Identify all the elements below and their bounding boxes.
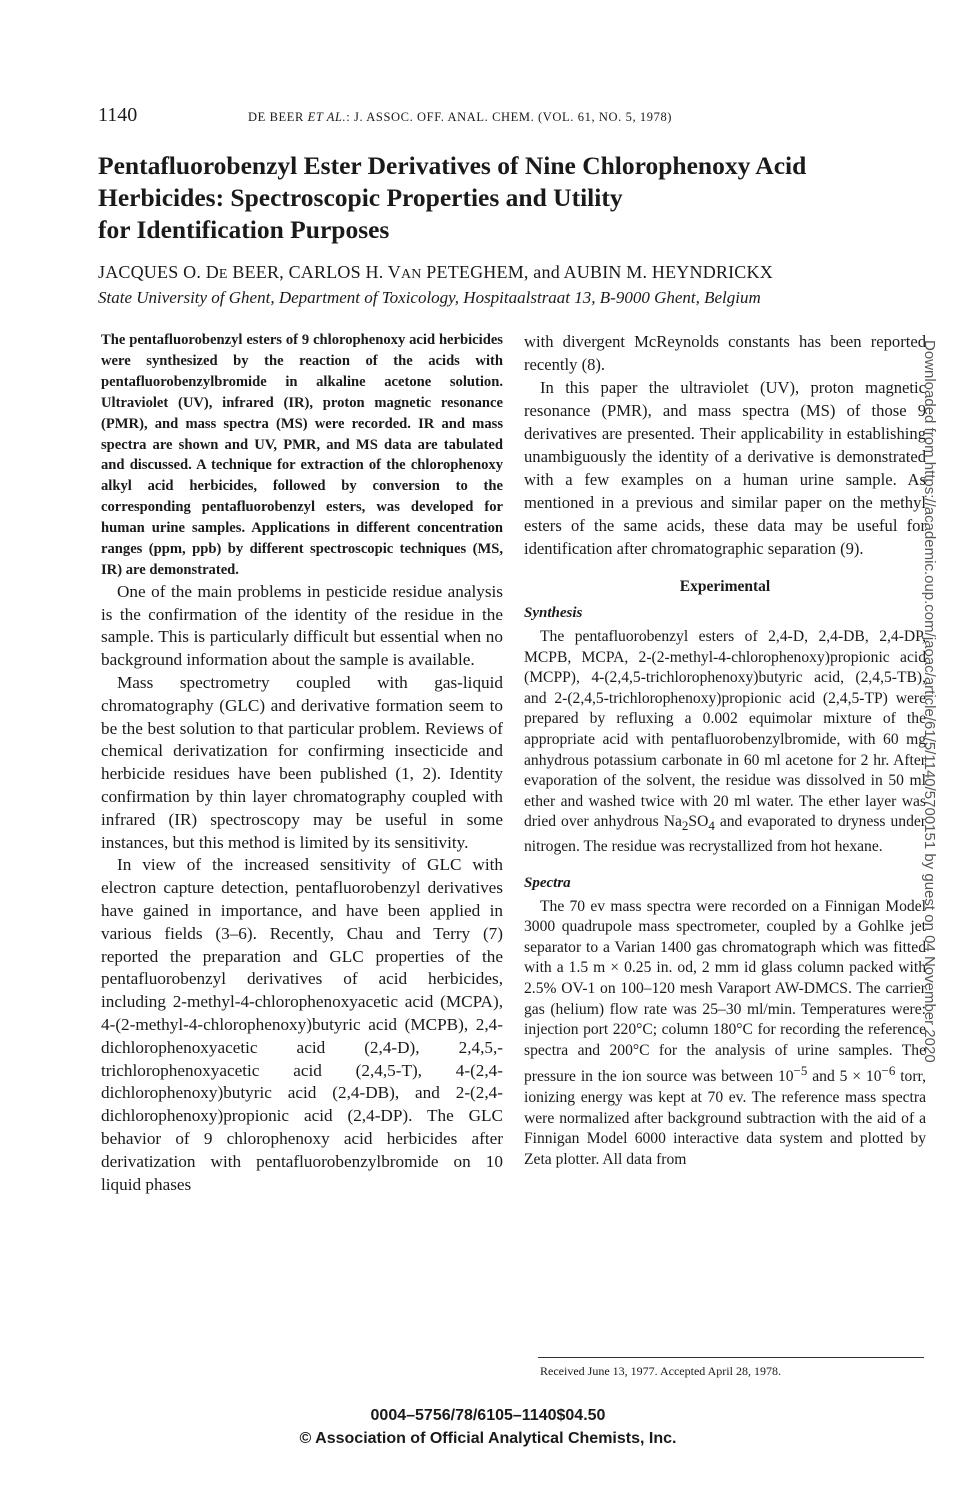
body-paragraph: In view of the increased sensitivity of GLC with electron capture detection, pentafluorobenzyl derivatives have gained in importance, and have been applied in various fields (3–6). Recently, Chau and Terry (7) reported the preparation and GLC properties of the pentafluorobenzyl derivatives of acid herbicides, including 2-methyl-4-chlorophenoxyacetic acid (MCPA), 4-(2-methyl-4-chlorophenoxy)butyric acid (MCPB), 2,4-dichlorophenoxyacetic acid (2,4-D), 2,4,5,-trichlorophenoxyacetic acid (2,4,5-T), 4-(2,4-dichlorophenoxy)butyric acid (2,4-DB), and 2-(2,4-dichlorophenoxy)propionic acid (2,4-DP). The GLC behavior of 9 chlorophenoxy acid herbicides after derivatization with pentafluorobenzylbromide on 10 liquid phases (101, 855, 503, 1194)
superscript: −5 (793, 1063, 808, 1079)
text-run: SO (688, 813, 709, 831)
article-title (98, 150, 928, 246)
author-smallcaps: E (218, 267, 228, 282)
body-paragraph: with divergent McReynolds constants has been reported recently (8). (524, 332, 926, 374)
author-list (98, 262, 773, 283)
copyright-line: © Association of Official Analytical Chemists, Inc. (299, 1430, 677, 1447)
superscript: −6 (881, 1063, 896, 1079)
body-paragraph: One of the main problems in pesticide residue analysis is the confirmation of the identity of the residue in the sample. This is particularly difficult but essential when no background information about the sample is available. (101, 581, 503, 670)
footnote-received: Received June 13, 1977. Accepted April 28, 1978. (540, 1364, 781, 1378)
page-number: 1140 (98, 104, 138, 126)
body-paragraph: In this paper the ultraviolet (UV), proton magnetic resonance (PMR), and mass spectra (MS) of those 9 derivatives are presented. Their applicability in establishing unambiguously the identity of a derivative is demonstrated with a few examples on a human urine sample. As mentioned in a previous and similar paper on the methyl esters of the same acids, these data may be useful for identification after chromatographic separation (9). (524, 378, 926, 558)
subsection-heading-spectra: Spectra (524, 874, 571, 891)
text-run: and 5 × 10 (807, 1068, 882, 1086)
text-run: torr, ionizing energy was kept at 70 ev. The reference mass spectra were normalized after background subtraction with the aid of a Finnigan Model 6000 interactive data system and plotted by Zeta plotter. All data from (524, 1068, 927, 1168)
title-line-2: Herbicides: Spectroscopic Properties and Utility (98, 183, 623, 212)
running-head-authors: DE BEER (248, 110, 308, 124)
left-column (101, 330, 503, 1196)
text-run: and evaporated to dryness under nitrogen. The residue was recrystallized from hot hexane. (524, 813, 926, 856)
watermark-text: Downloaded from https://academic.oup.com/jaoac/article/61/5/1140/5700151 by guest on 04 November 2020 (921, 340, 938, 1063)
running-head (248, 110, 672, 125)
running-head-journal: : J. ASSOC. OFF. ANAL. CHEM. (VOL. 61, NO. 5, 1978) (346, 110, 673, 124)
synthesis-paragraph (524, 627, 926, 858)
running-head-etal: ET AL. (307, 110, 347, 124)
abstract: The pentafluorobenzyl esters of 9 chlorophenoxy acid herbicides were synthesized by the reaction of the acids with pentafluorobenzylbromide in alkaline acetone solution. Ultraviolet (UV), infrared (IR), proton magnetic resonance (PMR), and mass spectra (MS) were recorded. IR and mass spectra are shown and UV, PMR, and MS data are tabulated and discussed. A technique for extraction of the chlorophenoxy alkyl acid herbicides, followed by conversion to the corresponding pentafluorobenzyl esters, was developed for human urine samples. Applications in different concentration ranges (ppm, ppb) by different spectroscopic techniques (MS, IR) are demonstrated. (101, 332, 503, 578)
article-code: 0004–5756/78/6105–1140$04.50 (370, 1407, 606, 1424)
right-column (524, 330, 926, 1171)
subscript: 2 (681, 818, 689, 834)
affiliation: State University of Ghent, Department of Toxicology, Hospitaalstraat 13, B-9000 Ghent, Belgium (98, 288, 761, 307)
author-part: PETEGHEM, and AUBIN M. HEYNDRICKX (421, 262, 773, 282)
footnote-divider (538, 1357, 924, 1358)
text-run: The pentafluorobenzyl esters of 2,4-D, 2,4-DB, 2,4-DP, MCPB, MCPA, 2-(2-methyl-4-chlorophenoxy)propionic acid (MCPP), 4-(2,4,5-trichlorophenoxy)butyric acid, (2,4,5-TB), and 2-(2,4,5-trichlorophenoxy)propionic acid (2,4,5-TP) were prepared by refluxing a 0.002 equimolar mixture of the appropriate acid with pentafluorobenzylbromide, with 60 mg anhydrous potassium carbonate in 60 ml acetone for 2 hr. After evaporation of the solvent, the residue was dissolved in 50 ml ether and washed twice with 20 ml water. The ether layer was dried over anhydrous Na (524, 628, 926, 831)
spectra-paragraph (524, 897, 926, 1171)
title-line-1: Pentafluorobenzyl Ester Derivatives of Nine Chlorophenoxy Acid (98, 151, 807, 180)
text-run: The 70 ev mass spectra were recorded on a Finnigan Model 3000 quadrupole mass spectrometer, coupled by a Gohlke jet separator to a Varian 1400 gas chromatograph which was fitted with a 1.5 m × 0.25 in. od, 2 mm id glass column packed with 2.5% OV-1 on 100–120 mesh Varaport AW-DMCS. The carrier gas (helium) flow rate was 25–30 ml/min. Temperatures were: injection port 220°C; column 180°C for recording the reference spectra and 200°C for the analysis of urine samples. The pressure in the ion source was between 10 (524, 897, 926, 1086)
subscript: 4 (708, 818, 715, 834)
author-part: BEER, CARLOS H. V (227, 262, 401, 282)
section-heading-experimental: Experimental (679, 578, 771, 595)
subsection-heading-synthesis: Synthesis (524, 605, 583, 621)
author-smallcaps: AN (400, 267, 422, 282)
title-line-3: for Identification Purposes (98, 215, 390, 244)
author-part: JACQUES O. D (98, 262, 219, 282)
download-watermark (921, 340, 950, 1160)
body-paragraph: Mass spectrometry coupled with gas-liquid chromatography (GLC) and derivative formation seem to be the best solution to that particular problem. Reviews of chemical derivatization for confirming insecticide and herbicide residues have been published (1, 2). Identity confirmation by thin layer chromatography coupled with infrared (IR) spectroscopy may be useful in some instances, but this method is limited by its sensitivity. (101, 673, 503, 852)
